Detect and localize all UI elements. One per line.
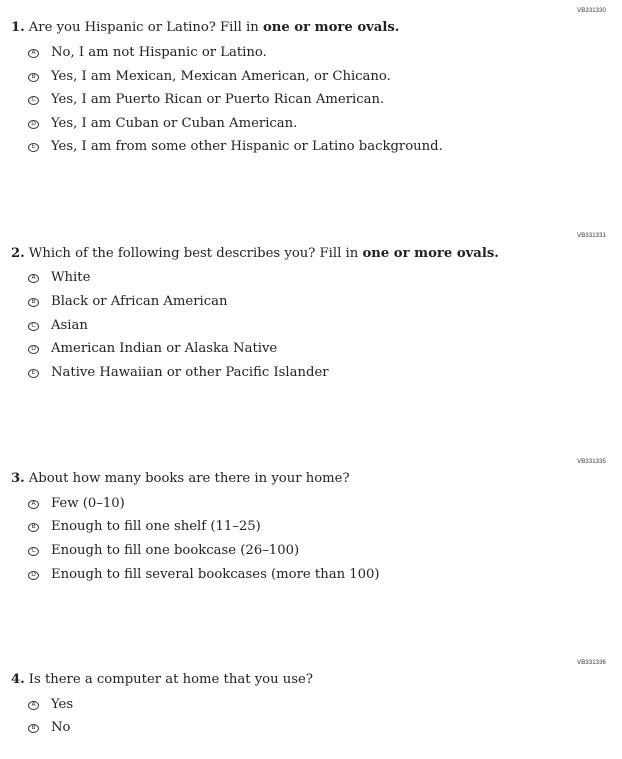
answer-label: Native Hawaiian or other Pacific Islander	[51, 365, 329, 380]
answer-label: Yes	[51, 697, 74, 712]
question-number: 1.	[11, 20, 25, 35]
question-prompt: Is there a computer at home that you use?	[28, 672, 313, 687]
answer-label: Yes, I am from some other Hispanic or Latino background.	[51, 139, 443, 154]
answer-oval[interactable]: E	[28, 143, 39, 152]
answer-oval[interactable]: A	[28, 274, 39, 283]
answer-oval[interactable]: B	[28, 523, 39, 532]
answer-oval[interactable]: C	[28, 96, 39, 105]
answer-oval[interactable]: B	[28, 73, 39, 82]
answer-option[interactable]	[28, 138, 443, 156]
answer-option[interactable]	[28, 364, 329, 382]
answer-option[interactable]	[28, 566, 380, 584]
item-id: VB331331	[577, 232, 606, 240]
question-text	[11, 470, 350, 487]
answer-oval[interactable]: D	[28, 345, 39, 354]
answer-option[interactable]	[28, 317, 88, 335]
answer-label: Enough to fill several bookcases (more than 100)	[51, 567, 380, 582]
question-number: 2.	[11, 246, 25, 261]
answer-option[interactable]	[28, 719, 70, 737]
answer-option[interactable]	[28, 115, 297, 133]
question-number: 4.	[11, 672, 25, 687]
answer-oval[interactable]: C	[28, 547, 39, 556]
item-id: VB331335	[577, 458, 606, 466]
answer-oval[interactable]: C	[28, 322, 39, 331]
answer-option[interactable]	[28, 696, 73, 714]
question-text	[11, 245, 499, 262]
answer-oval[interactable]: B	[28, 298, 39, 307]
question-text	[11, 671, 313, 688]
answer-label: No, I am not Hispanic or Latino.	[51, 45, 267, 60]
answer-oval[interactable]: D	[28, 571, 39, 580]
answer-label: Black or African American	[51, 294, 228, 309]
answer-label: White	[51, 270, 91, 285]
answer-option[interactable]	[28, 44, 267, 62]
answer-option[interactable]	[28, 68, 391, 86]
answer-label: Asian	[51, 318, 88, 333]
question-number: 3.	[11, 471, 25, 486]
answer-label: Yes, I am Cuban or Cuban American.	[51, 116, 298, 131]
answer-option[interactable]	[28, 542, 299, 560]
answer-label: Few (0–10)	[51, 496, 125, 511]
answer-label: American Indian or Alaska Native	[51, 341, 278, 356]
question-instruction-bold: one or more ovals.	[262, 20, 400, 35]
item-id: VB331336	[577, 659, 606, 667]
answer-oval[interactable]: A	[28, 701, 39, 710]
answer-option[interactable]	[28, 91, 384, 109]
question-prompt: Which of the following best describes you? Fill in	[28, 246, 363, 261]
answer-option[interactable]	[28, 293, 228, 311]
answer-option[interactable]	[28, 495, 125, 513]
answer-option[interactable]	[28, 518, 261, 536]
answer-option[interactable]	[28, 269, 90, 287]
answer-label: Yes, I am Mexican, Mexican American, or Chicano.	[51, 69, 391, 84]
item-id: VB331330	[577, 7, 606, 15]
answer-label: Yes, I am Puerto Rican or Puerto Rican American.	[51, 92, 385, 107]
answer-label: Enough to fill one bookcase (26–100)	[51, 543, 300, 558]
question-prompt: Are you Hispanic or Latino? Fill in	[28, 20, 263, 35]
answer-label: Enough to fill one shelf (11–25)	[51, 519, 261, 534]
answer-oval[interactable]: B	[28, 724, 39, 733]
answer-label: No	[51, 720, 71, 735]
answer-oval[interactable]: E	[28, 369, 39, 378]
answer-oval[interactable]: D	[28, 120, 39, 129]
answer-oval[interactable]: A	[28, 49, 39, 58]
answer-oval[interactable]: A	[28, 500, 39, 509]
question-text	[11, 19, 399, 36]
answer-option[interactable]	[28, 340, 277, 358]
question-prompt: About how many books are there in your home?	[28, 471, 350, 486]
question-instruction-bold: one or more ovals.	[362, 246, 499, 261]
